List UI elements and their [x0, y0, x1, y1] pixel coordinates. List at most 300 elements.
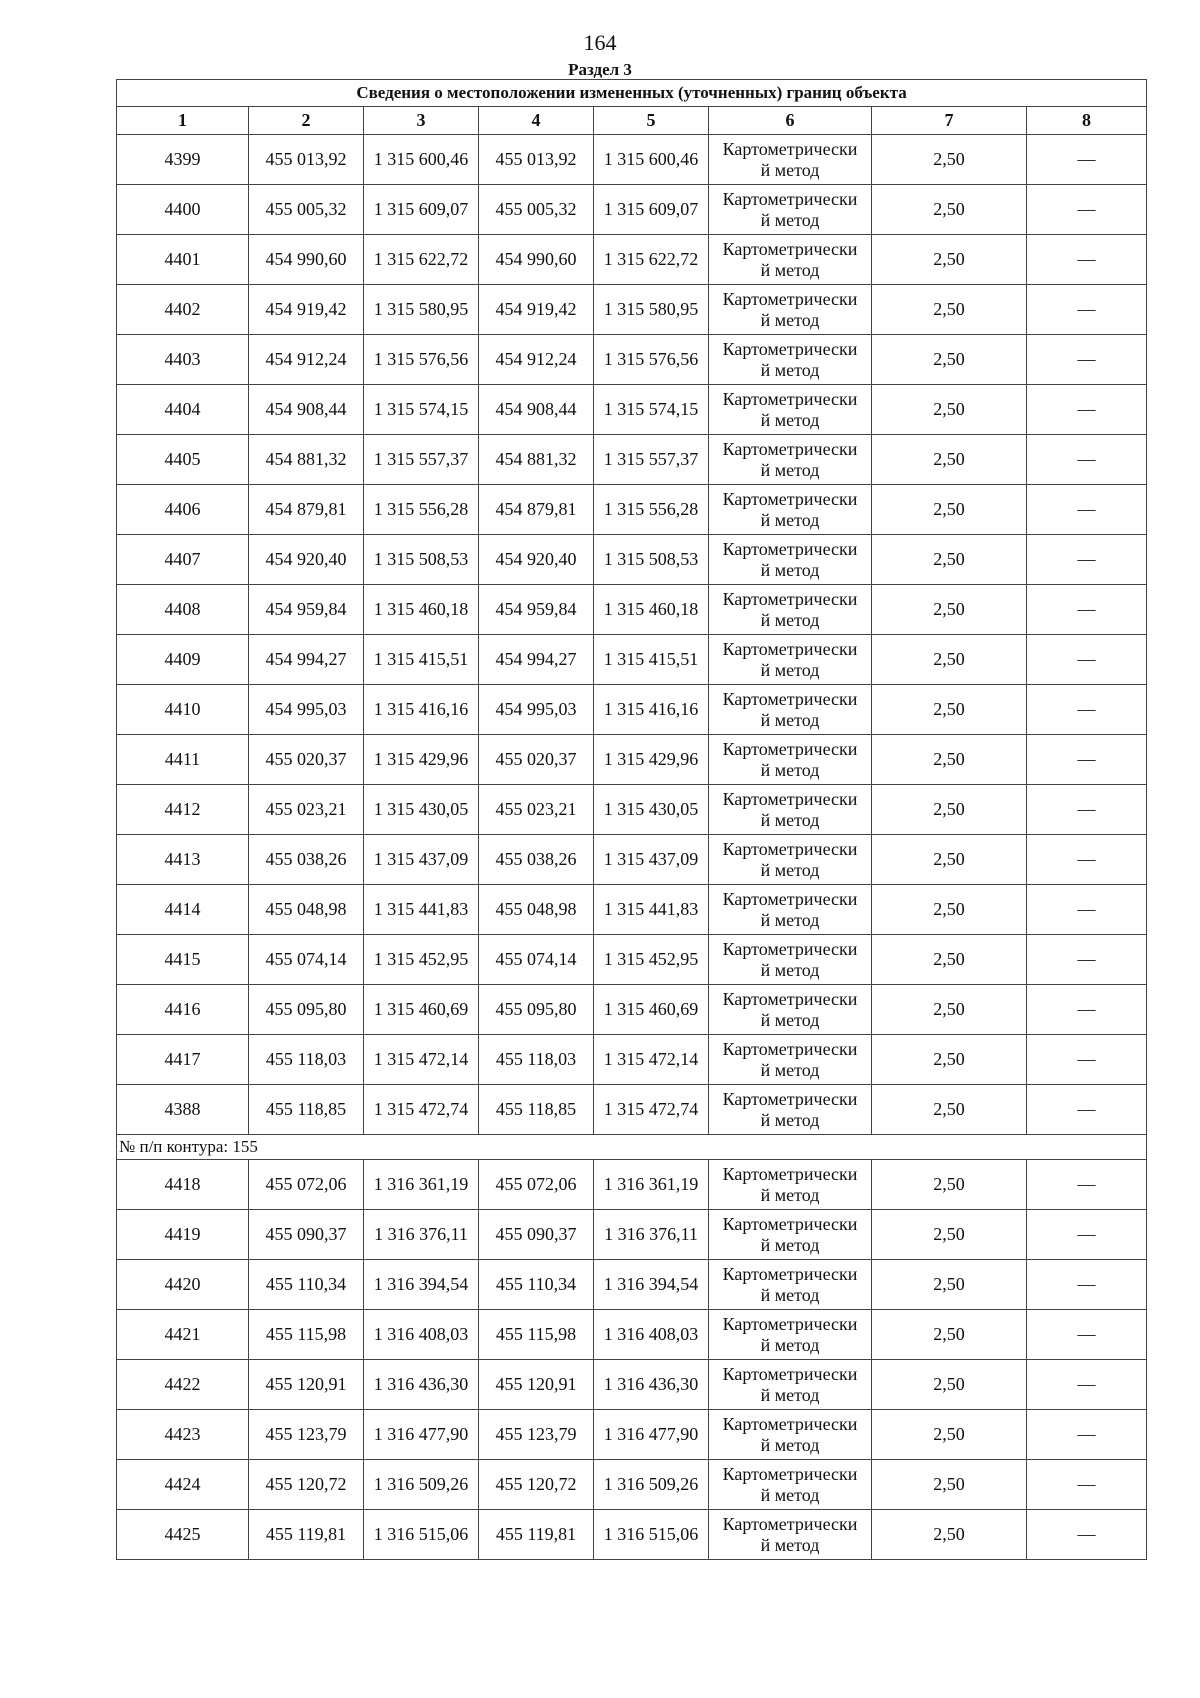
- note-cell: —: [1027, 1210, 1147, 1260]
- table-row: [117, 1035, 1147, 1085]
- method-text-line1: Картометрически: [722, 288, 858, 309]
- note-cell: —: [1027, 685, 1147, 735]
- note-cell: —: [1027, 135, 1147, 185]
- point-number-cell: 4405: [117, 435, 249, 485]
- y-old-cell: 1 315 556,28: [364, 485, 479, 535]
- point-number-cell: 4411: [117, 735, 249, 785]
- x-new-cell: 455 048,98: [479, 885, 594, 935]
- note-cell: —: [1027, 335, 1147, 385]
- point-number-cell: 4415: [117, 935, 249, 985]
- method-text-line2: й метод: [760, 1484, 820, 1505]
- method-text-line1: Картометрически: [722, 488, 858, 509]
- table-row: [117, 385, 1147, 435]
- y-new-cell: 1 315 600,46: [594, 135, 709, 185]
- x-old-cell: 455 038,26: [249, 835, 364, 885]
- method-cell: [709, 1085, 872, 1135]
- column-header: 2: [249, 107, 364, 135]
- x-new-cell: 455 020,37: [479, 735, 594, 785]
- point-number-cell: 4416: [117, 985, 249, 1035]
- method-text-line2: й метод: [760, 1434, 820, 1455]
- method-cell: [709, 835, 872, 885]
- x-old-cell: 455 013,92: [249, 135, 364, 185]
- table-row: [117, 235, 1147, 285]
- precision-cell: 2,50: [872, 835, 1027, 885]
- y-old-cell: 1 315 460,69: [364, 985, 479, 1035]
- note-cell: —: [1027, 535, 1147, 585]
- point-number-cell: 4401: [117, 235, 249, 285]
- table-row: [117, 435, 1147, 485]
- note-cell: —: [1027, 235, 1147, 285]
- note-cell: —: [1027, 785, 1147, 835]
- point-number-cell: 4408: [117, 585, 249, 635]
- precision-cell: 2,50: [872, 985, 1027, 1035]
- method-cell: [709, 285, 872, 335]
- table-row: [117, 185, 1147, 235]
- precision-cell: 2,50: [872, 935, 1027, 985]
- y-new-cell: 1 315 556,28: [594, 485, 709, 535]
- precision-cell: 2,50: [872, 135, 1027, 185]
- note-cell: —: [1027, 635, 1147, 685]
- point-number-cell: 4424: [117, 1460, 249, 1510]
- y-old-cell: 1 316 361,19: [364, 1160, 479, 1210]
- table-row: [117, 585, 1147, 635]
- method-text-line2: й метод: [760, 1334, 820, 1355]
- column-header: 6: [709, 107, 872, 135]
- note-cell: —: [1027, 285, 1147, 335]
- y-old-cell: 1 315 508,53: [364, 535, 479, 585]
- y-new-cell: 1 315 416,16: [594, 685, 709, 735]
- method-text-line2: й метод: [760, 909, 820, 930]
- point-number-cell: 4409: [117, 635, 249, 685]
- note-cell: —: [1027, 585, 1147, 635]
- note-cell: —: [1027, 1310, 1147, 1360]
- table-caption-row: [117, 80, 1147, 107]
- note-cell: —: [1027, 735, 1147, 785]
- precision-cell: 2,50: [872, 185, 1027, 235]
- y-old-cell: 1 315 580,95: [364, 285, 479, 335]
- precision-cell: 2,50: [872, 685, 1027, 735]
- contour-label: № п/п контура: 155: [117, 1135, 1147, 1160]
- point-number-cell: 4404: [117, 385, 249, 435]
- x-new-cell: 454 879,81: [479, 485, 594, 535]
- y-old-cell: 1 316 394,54: [364, 1260, 479, 1310]
- table-row: [117, 985, 1147, 1035]
- x-new-cell: 454 919,42: [479, 285, 594, 335]
- method-text-line1: Картометрически: [722, 1163, 858, 1184]
- y-new-cell: 1 316 436,30: [594, 1360, 709, 1410]
- y-old-cell: 1 315 416,16: [364, 685, 479, 735]
- method-cell: [709, 985, 872, 1035]
- point-number-cell: 4419: [117, 1210, 249, 1260]
- point-number-cell: 4399: [117, 135, 249, 185]
- y-old-cell: 1 315 622,72: [364, 235, 479, 285]
- method-text-line1: Картометрически: [722, 688, 858, 709]
- method-text-line2: й метод: [760, 609, 820, 630]
- precision-cell: 2,50: [872, 885, 1027, 935]
- method-cell: [709, 635, 872, 685]
- note-cell: —: [1027, 985, 1147, 1035]
- x-old-cell: 455 115,98: [249, 1310, 364, 1360]
- method-text-line2: й метод: [760, 409, 820, 430]
- method-cell: [709, 1260, 872, 1310]
- section-title: Раздел 3: [568, 60, 632, 79]
- precision-cell: 2,50: [872, 1260, 1027, 1310]
- x-old-cell: 455 074,14: [249, 935, 364, 985]
- point-number-cell: 4402: [117, 285, 249, 335]
- method-text-line2: й метод: [760, 359, 820, 380]
- note-cell: —: [1027, 1460, 1147, 1510]
- precision-cell: 2,50: [872, 1410, 1027, 1460]
- table-row: [117, 1160, 1147, 1210]
- x-new-cell: 455 115,98: [479, 1310, 594, 1360]
- note-cell: —: [1027, 835, 1147, 885]
- point-number-cell: 4412: [117, 785, 249, 835]
- method-text-line1: Картометрически: [722, 1513, 858, 1534]
- x-new-cell: 455 123,79: [479, 1410, 594, 1460]
- point-number-cell: 4388: [117, 1085, 249, 1135]
- method-text-line1: Картометрически: [722, 1038, 858, 1059]
- x-new-cell: 455 038,26: [479, 835, 594, 885]
- y-old-cell: 1 316 436,30: [364, 1360, 479, 1410]
- precision-cell: 2,50: [872, 1160, 1027, 1210]
- method-cell: [709, 685, 872, 735]
- method-text-line2: й метод: [760, 809, 820, 830]
- precision-cell: 2,50: [872, 335, 1027, 385]
- x-old-cell: 455 048,98: [249, 885, 364, 935]
- column-header-row: [117, 107, 1147, 135]
- precision-cell: 2,50: [872, 1310, 1027, 1360]
- y-new-cell: 1 316 408,03: [594, 1310, 709, 1360]
- y-new-cell: 1 315 437,09: [594, 835, 709, 885]
- precision-cell: 2,50: [872, 485, 1027, 535]
- x-new-cell: 455 119,81: [479, 1510, 594, 1560]
- note-cell: —: [1027, 1160, 1147, 1210]
- point-number-cell: 4423: [117, 1410, 249, 1460]
- y-old-cell: 1 315 472,14: [364, 1035, 479, 1085]
- y-new-cell: 1 315 557,37: [594, 435, 709, 485]
- method-text-line1: Картометрически: [722, 1363, 858, 1384]
- method-cell: [709, 1160, 872, 1210]
- y-new-cell: 1 315 574,15: [594, 385, 709, 435]
- y-old-cell: 1 316 477,90: [364, 1410, 479, 1460]
- precision-cell: 2,50: [872, 285, 1027, 335]
- method-text-line1: Картометрически: [722, 1263, 858, 1284]
- note-cell: —: [1027, 185, 1147, 235]
- precision-cell: 2,50: [872, 1510, 1027, 1560]
- x-old-cell: 454 990,60: [249, 235, 364, 285]
- method-cell: [709, 235, 872, 285]
- method-text-line2: й метод: [760, 1109, 820, 1130]
- table-row: [117, 685, 1147, 735]
- method-text-line1: Картометрически: [722, 538, 858, 559]
- note-cell: —: [1027, 885, 1147, 935]
- table-row: [117, 1360, 1147, 1410]
- x-old-cell: 455 118,03: [249, 1035, 364, 1085]
- table-row: [117, 735, 1147, 785]
- column-header: 3: [364, 107, 479, 135]
- note-cell: —: [1027, 435, 1147, 485]
- y-new-cell: 1 315 460,69: [594, 985, 709, 1035]
- y-old-cell: 1 315 429,96: [364, 735, 479, 785]
- point-number-cell: 4422: [117, 1360, 249, 1410]
- precision-cell: 2,50: [872, 585, 1027, 635]
- table-row: [117, 285, 1147, 335]
- x-old-cell: 455 110,34: [249, 1260, 364, 1310]
- y-new-cell: 1 315 430,05: [594, 785, 709, 835]
- method-text-line2: й метод: [760, 209, 820, 230]
- y-new-cell: 1 316 361,19: [594, 1160, 709, 1210]
- method-cell: [709, 1460, 872, 1510]
- table-row: [117, 485, 1147, 535]
- y-old-cell: 1 315 472,74: [364, 1085, 479, 1135]
- table-row: [117, 1260, 1147, 1310]
- method-text-line1: Картометрически: [722, 838, 858, 859]
- method-text-line1: Картометрически: [722, 188, 858, 209]
- y-new-cell: 1 315 441,83: [594, 885, 709, 935]
- x-new-cell: 455 095,80: [479, 985, 594, 1035]
- note-cell: —: [1027, 1035, 1147, 1085]
- column-header: 8: [1027, 107, 1147, 135]
- y-old-cell: 1 316 376,11: [364, 1210, 479, 1260]
- method-cell: [709, 335, 872, 385]
- point-number-cell: 4410: [117, 685, 249, 735]
- method-text-line1: Картометрически: [722, 338, 858, 359]
- table-row: [117, 1085, 1147, 1135]
- precision-cell: 2,50: [872, 535, 1027, 585]
- table-row: [117, 935, 1147, 985]
- method-text-line2: й метод: [760, 1184, 820, 1205]
- method-text-line2: й метод: [760, 259, 820, 280]
- point-number-cell: 4413: [117, 835, 249, 885]
- method-text-line2: й метод: [760, 459, 820, 480]
- y-old-cell: 1 315 609,07: [364, 185, 479, 235]
- table-row: [117, 1210, 1147, 1260]
- table-row: [117, 1510, 1147, 1560]
- column-header: 1: [117, 107, 249, 135]
- method-text-line2: й метод: [760, 659, 820, 680]
- precision-cell: 2,50: [872, 235, 1027, 285]
- x-old-cell: 455 118,85: [249, 1085, 364, 1135]
- y-old-cell: 1 315 460,18: [364, 585, 479, 635]
- point-number-cell: 4407: [117, 535, 249, 585]
- y-new-cell: 1 315 580,95: [594, 285, 709, 335]
- x-new-cell: 455 120,91: [479, 1360, 594, 1410]
- method-text-line2: й метод: [760, 559, 820, 580]
- table-row: [117, 635, 1147, 685]
- column-header: 7: [872, 107, 1027, 135]
- page-number: 164: [583, 30, 617, 55]
- x-old-cell: 455 119,81: [249, 1510, 364, 1560]
- x-new-cell: 455 118,03: [479, 1035, 594, 1085]
- y-new-cell: 1 315 472,74: [594, 1085, 709, 1135]
- precision-cell: 2,50: [872, 1085, 1027, 1135]
- precision-cell: 2,50: [872, 385, 1027, 435]
- x-old-cell: 454 995,03: [249, 685, 364, 735]
- table-row: [117, 785, 1147, 835]
- point-number-cell: 4406: [117, 485, 249, 535]
- method-cell: [709, 785, 872, 835]
- method-cell: [709, 1035, 872, 1085]
- note-cell: —: [1027, 1260, 1147, 1310]
- note-cell: —: [1027, 1360, 1147, 1410]
- note-cell: —: [1027, 1085, 1147, 1135]
- method-text-line1: Картометрически: [722, 588, 858, 609]
- x-old-cell: 454 920,40: [249, 535, 364, 585]
- method-text-line1: Картометрически: [722, 938, 858, 959]
- x-old-cell: 455 072,06: [249, 1160, 364, 1210]
- coordinates-table: [116, 79, 1147, 1560]
- precision-cell: 2,50: [872, 735, 1027, 785]
- method-text-line2: й метод: [760, 1059, 820, 1080]
- method-text-line1: Картометрически: [722, 788, 858, 809]
- method-text-line1: Картометрически: [722, 238, 858, 259]
- y-old-cell: 1 316 509,26: [364, 1460, 479, 1510]
- y-old-cell: 1 316 515,06: [364, 1510, 479, 1560]
- x-new-cell: 454 995,03: [479, 685, 594, 735]
- method-text-line1: Картометрически: [722, 988, 858, 1009]
- x-new-cell: 455 005,32: [479, 185, 594, 235]
- method-cell: [709, 935, 872, 985]
- point-number-cell: 4421: [117, 1310, 249, 1360]
- x-new-cell: 454 881,32: [479, 435, 594, 485]
- x-new-cell: 455 023,21: [479, 785, 594, 835]
- precision-cell: 2,50: [872, 785, 1027, 835]
- y-old-cell: 1 315 600,46: [364, 135, 479, 185]
- table-row: [117, 885, 1147, 935]
- method-cell: [709, 735, 872, 785]
- method-text-line2: й метод: [760, 509, 820, 530]
- precision-cell: 2,50: [872, 1210, 1027, 1260]
- method-text-line1: Картометрически: [722, 438, 858, 459]
- column-header: 5: [594, 107, 709, 135]
- y-new-cell: 1 315 576,56: [594, 335, 709, 385]
- table-caption: Сведения о местоположении измененных (уточненных) границ объекта: [117, 80, 1147, 107]
- x-old-cell: 454 881,32: [249, 435, 364, 485]
- x-new-cell: 454 994,27: [479, 635, 594, 685]
- contour-row: [117, 1135, 1147, 1160]
- x-old-cell: 454 908,44: [249, 385, 364, 435]
- y-new-cell: 1 316 509,26: [594, 1460, 709, 1510]
- x-new-cell: 455 110,34: [479, 1260, 594, 1310]
- x-new-cell: 455 013,92: [479, 135, 594, 185]
- method-text-line2: й метод: [760, 309, 820, 330]
- note-cell: —: [1027, 485, 1147, 535]
- x-old-cell: 455 005,32: [249, 185, 364, 235]
- method-cell: [709, 1310, 872, 1360]
- y-new-cell: 1 315 460,18: [594, 585, 709, 635]
- point-number-cell: 4420: [117, 1260, 249, 1310]
- x-new-cell: 455 120,72: [479, 1460, 594, 1510]
- table-row: [117, 135, 1147, 185]
- table-row: [117, 1460, 1147, 1510]
- point-number-cell: 4417: [117, 1035, 249, 1085]
- y-new-cell: 1 315 452,95: [594, 935, 709, 985]
- y-old-cell: 1 315 452,95: [364, 935, 479, 985]
- x-new-cell: 454 908,44: [479, 385, 594, 435]
- y-new-cell: 1 315 622,72: [594, 235, 709, 285]
- method-text-line2: й метод: [760, 759, 820, 780]
- x-old-cell: 454 994,27: [249, 635, 364, 685]
- y-old-cell: 1 315 430,05: [364, 785, 479, 835]
- x-old-cell: 455 120,72: [249, 1460, 364, 1510]
- note-cell: —: [1027, 385, 1147, 435]
- method-text-line1: Картометрически: [722, 738, 858, 759]
- y-old-cell: 1 315 437,09: [364, 835, 479, 885]
- method-text-line2: й метод: [760, 1009, 820, 1030]
- x-new-cell: 455 118,85: [479, 1085, 594, 1135]
- precision-cell: 2,50: [872, 1035, 1027, 1085]
- note-cell: —: [1027, 1510, 1147, 1560]
- point-number-cell: 4400: [117, 185, 249, 235]
- table-row: [117, 1410, 1147, 1460]
- y-new-cell: 1 316 376,11: [594, 1210, 709, 1260]
- point-number-cell: 4403: [117, 335, 249, 385]
- method-text-line1: Картометрически: [722, 1213, 858, 1234]
- x-old-cell: 455 095,80: [249, 985, 364, 1035]
- y-new-cell: 1 315 472,14: [594, 1035, 709, 1085]
- method-text-line2: й метод: [760, 1284, 820, 1305]
- method-text-line1: Картометрически: [722, 388, 858, 409]
- y-old-cell: 1 316 408,03: [364, 1310, 479, 1360]
- note-cell: —: [1027, 1410, 1147, 1460]
- table-row: [117, 835, 1147, 885]
- x-old-cell: 454 912,24: [249, 335, 364, 385]
- y-new-cell: 1 315 429,96: [594, 735, 709, 785]
- method-cell: [709, 435, 872, 485]
- y-new-cell: 1 315 415,51: [594, 635, 709, 685]
- point-number-cell: 4418: [117, 1160, 249, 1210]
- y-new-cell: 1 316 394,54: [594, 1260, 709, 1310]
- y-new-cell: 1 316 515,06: [594, 1510, 709, 1560]
- method-text-line2: й метод: [760, 1384, 820, 1405]
- method-text-line2: й метод: [760, 959, 820, 980]
- x-old-cell: 455 120,91: [249, 1360, 364, 1410]
- y-new-cell: 1 315 508,53: [594, 535, 709, 585]
- y-old-cell: 1 315 441,83: [364, 885, 479, 935]
- point-number-cell: 4425: [117, 1510, 249, 1560]
- table-body: [117, 135, 1147, 1560]
- method-text-line2: й метод: [760, 859, 820, 880]
- method-cell: [709, 135, 872, 185]
- method-text-line2: й метод: [760, 709, 820, 730]
- precision-cell: 2,50: [872, 1460, 1027, 1510]
- y-old-cell: 1 315 574,15: [364, 385, 479, 435]
- x-new-cell: 454 920,40: [479, 535, 594, 585]
- method-cell: [709, 385, 872, 435]
- x-new-cell: 454 912,24: [479, 335, 594, 385]
- table-row: [117, 535, 1147, 585]
- point-number-cell: 4414: [117, 885, 249, 935]
- method-text-line1: Картометрически: [722, 638, 858, 659]
- method-cell: [709, 485, 872, 535]
- method-cell: [709, 885, 872, 935]
- y-new-cell: 1 315 609,07: [594, 185, 709, 235]
- method-text-line1: Картометрически: [722, 888, 858, 909]
- x-old-cell: 455 090,37: [249, 1210, 364, 1260]
- x-old-cell: 455 020,37: [249, 735, 364, 785]
- method-text-line1: Картометрически: [722, 1413, 858, 1434]
- method-text-line1: Картометрически: [722, 1313, 858, 1334]
- x-new-cell: 455 090,37: [479, 1210, 594, 1260]
- precision-cell: 2,50: [872, 1360, 1027, 1410]
- method-text-line1: Картометрически: [722, 1463, 858, 1484]
- x-new-cell: 454 959,84: [479, 585, 594, 635]
- method-cell: [709, 585, 872, 635]
- method-cell: [709, 1210, 872, 1260]
- x-new-cell: 455 072,06: [479, 1160, 594, 1210]
- table-row: [117, 335, 1147, 385]
- method-cell: [709, 1410, 872, 1460]
